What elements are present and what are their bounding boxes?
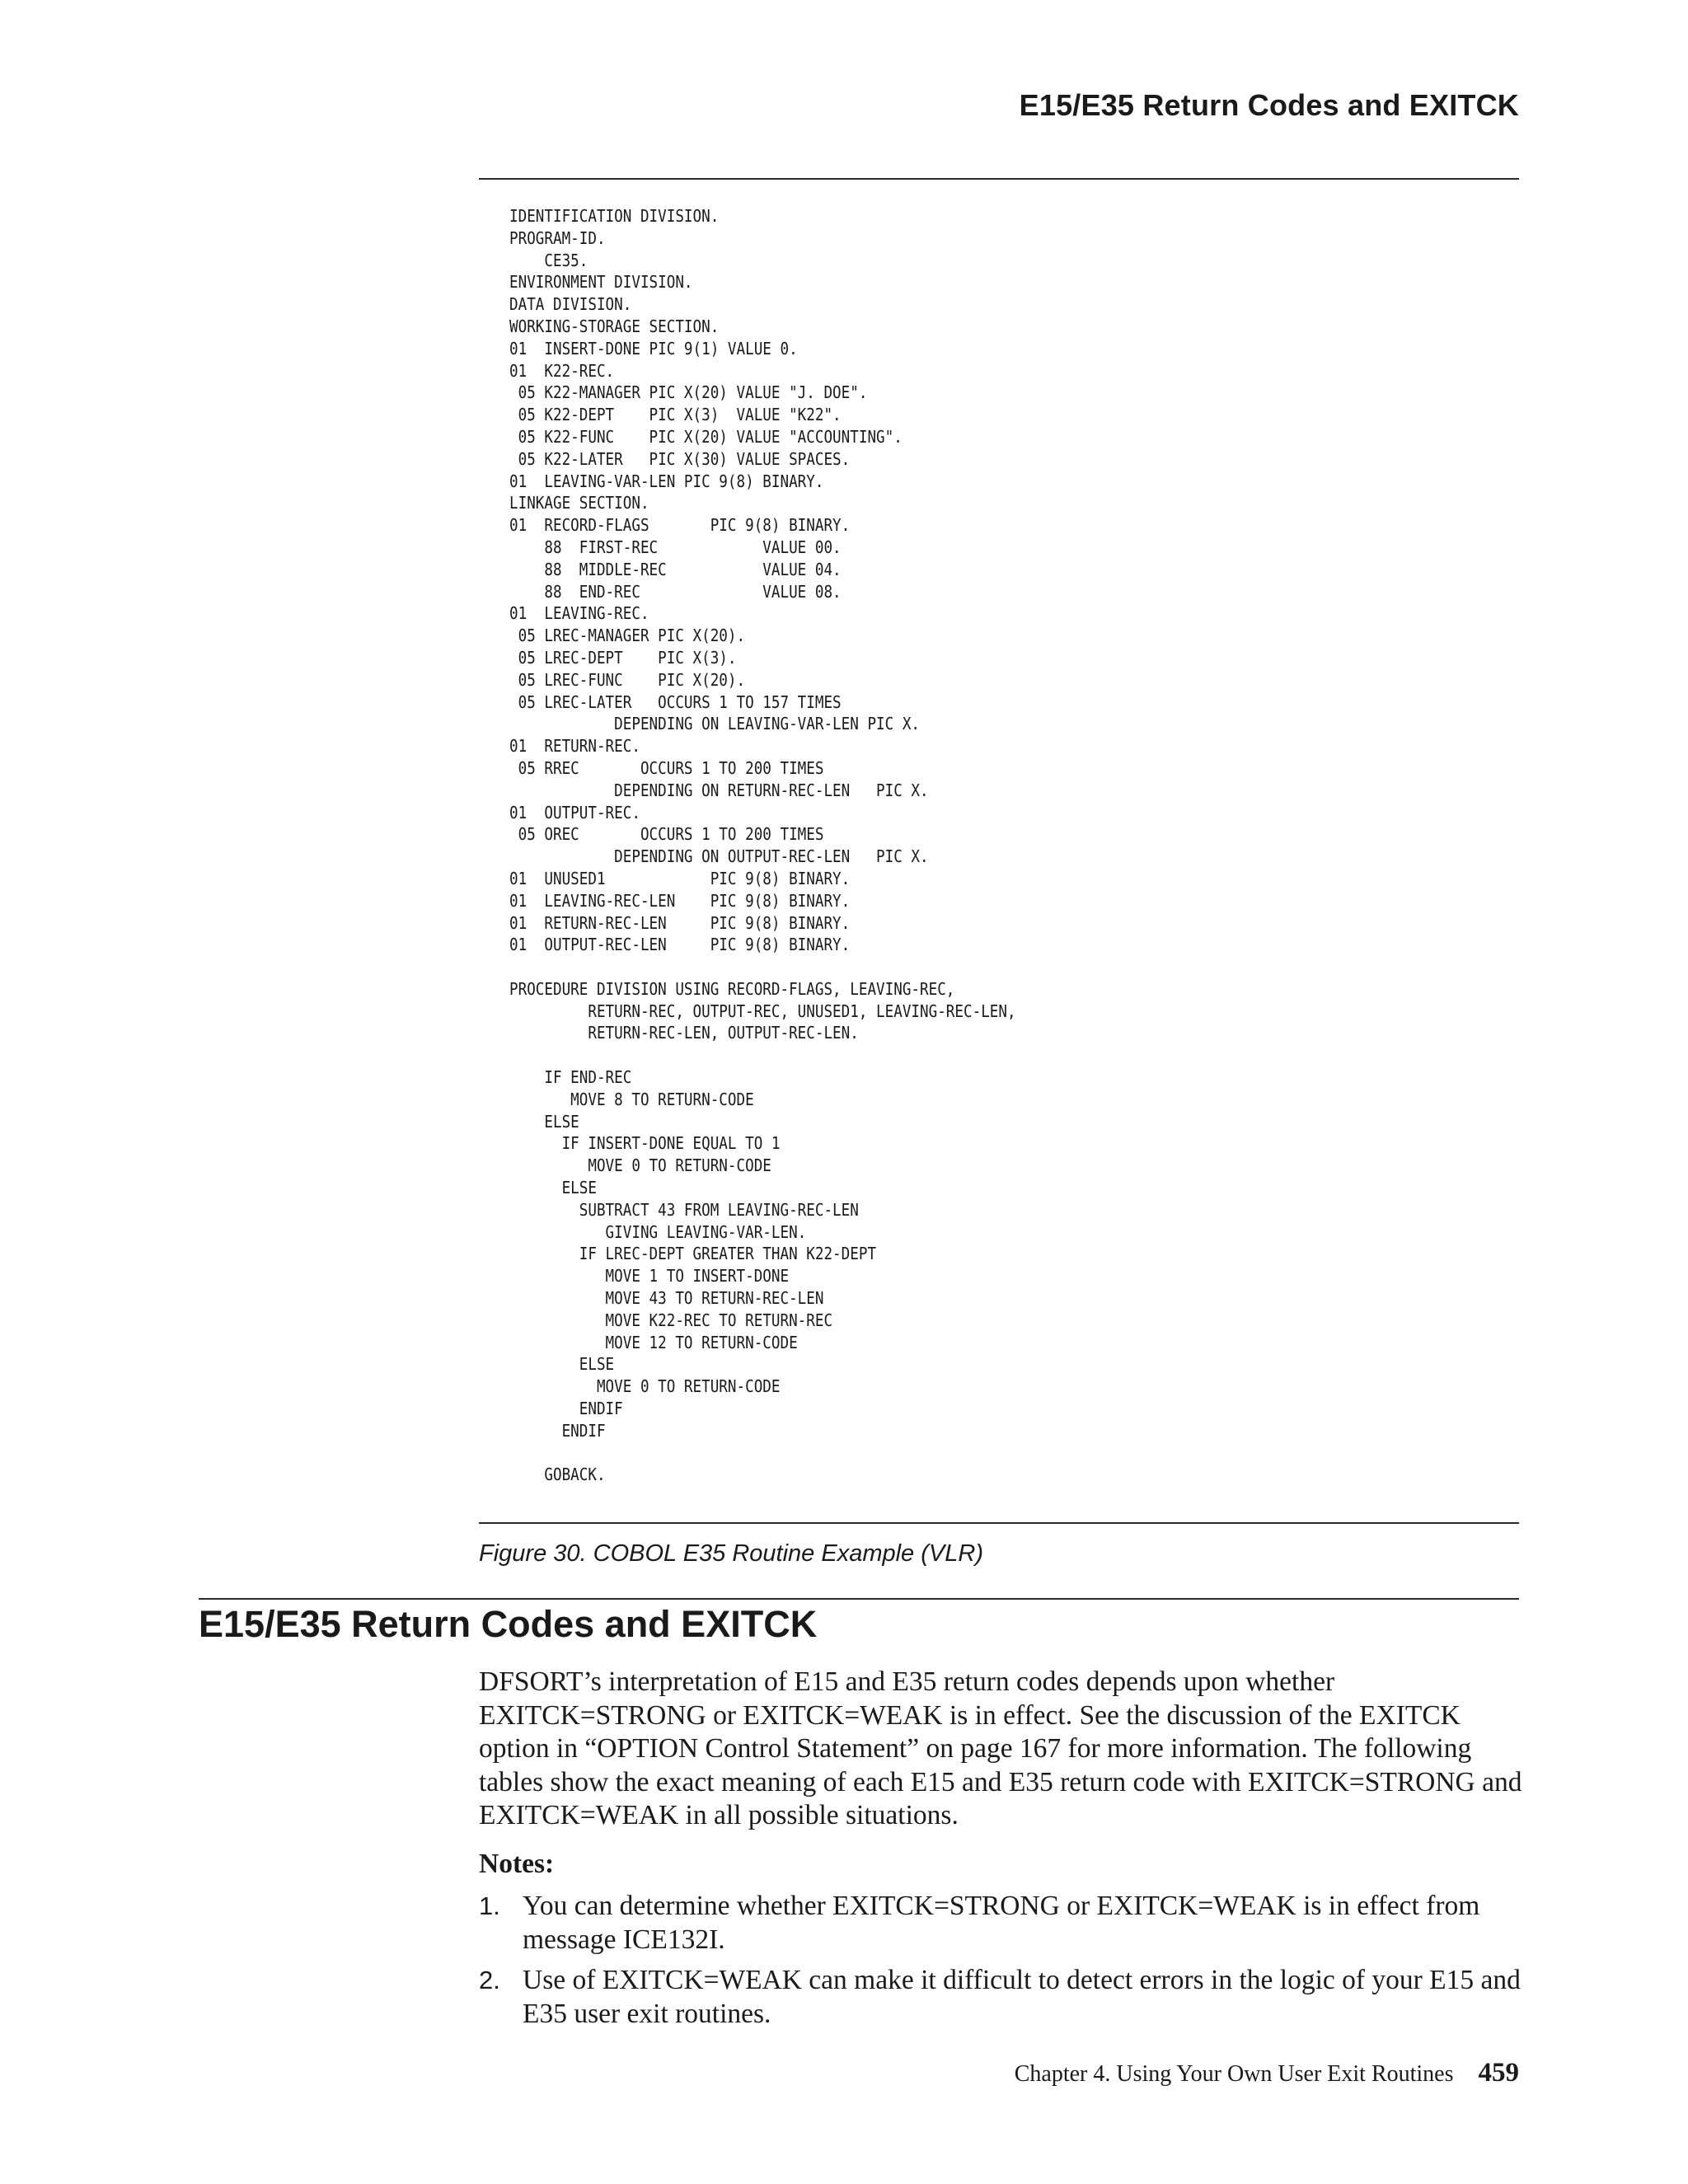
note-item (479, 1964, 1530, 2031)
figure-bottom-rule (479, 1522, 1519, 1524)
note-number: 2. (479, 1966, 500, 1994)
notes-label: Notes: (479, 1849, 555, 1879)
note-number: 1. (479, 1891, 500, 1920)
figure-top-rule (479, 178, 1519, 180)
notes-list (479, 1890, 1530, 2038)
note-text: You can determine whether EXITCK=STRONG or EXITCK=WEAK is in effect from message ICE132I. (523, 1891, 1480, 1955)
figure-caption: Figure 30. COBOL E35 Routine Example (VLR) (479, 1540, 983, 1567)
section-rule (199, 1598, 1519, 1600)
running-header: E15/E35 Return Codes and EXITCK (1019, 88, 1519, 122)
page-number: 459 (1478, 2058, 1519, 2088)
note-item (479, 1890, 1530, 1957)
section-title: E15/E35 Return Codes and EXITCK (199, 1603, 818, 1645)
footer-chapter: Chapter 4. Using Your Own User Exit Routines (1014, 2061, 1454, 2087)
cobol-code-listing: IDENTIFICATION DIVISION. PROGRAM-ID. CE35. ENVIRONMENT DIVISION. DATA DIVISION. WORKING-STORAGE SECTION. 01 INSERT-DONE PIC 9(1) VALUE 0. 01 K22-REC. 05 K22-MANAGER PIC X(20) VALUE "J. DOE". 05 K22-DEPT PIC X(3) VALUE "K22". 05 K22-FUNC PIC X(20) VALUE "ACCOUNTING". 05 K22-LATER PIC X(30) VALUE SPACES. 01 LEAVING-VAR-LEN PIC 9(8) BINARY. LINKAGE SECTION. 01 RECORD-FLAGS PIC 9(8) BINARY. 88 FIRST-REC VALUE 00. 88 MIDDLE-REC VALUE 04. 88 END-REC VALUE 08. 01 LEAVING-REC. 05 LREC-MANAGER PIC X(20). 05 LREC-DEPT PIC X(3). 05 LREC-FUNC PIC X(20). 05 LREC-LATER OCCURS 1 TO 157 TIMES DEPENDING ON LEAVING-VAR-LEN PIC X. 01 RETURN-REC. 05 RREC OCCURS 1 TO 200 TIMES DEPENDING ON RETURN-REC-LEN PIC X. 01 OUTPUT-REC. 05 OREC OCCURS 1 TO 200 TIMES DEPENDING ON OUTPUT-REC-LEN PIC X. 01 UNUSED1 PIC 9(8) BINARY. 01 LEAVING-REC-LEN PIC 9(8) BINARY. 01 RETURN-REC-LEN PIC 9(8) BINARY. 01 OUTPUT-REC-LEN PIC 9(8) BINARY. PROCEDURE DIVISION USING RECORD-FLAGS, LEAVING-REC, RETURN-REC, OUTPUT-REC, UNUSED1, LEAVING-REC-LEN, RETURN-REC-LEN, OUTPUT-REC-LEN. IF END-REC MOVE 8 TO RETURN-CODE ELSE IF INSERT-DONE EQUAL TO 1 MOVE 0 TO RETURN-CODE ELSE SUBTRACT 43 FROM LEAVING-REC-LEN GIVING LEAVING-VAR-LEN. IF LREC-DEPT GREATER THAN K22-DEPT MOVE 1 TO INSERT-DONE MOVE 43 TO RETURN-REC-LEN MOVE K22-REC TO RETURN-REC MOVE 12 TO RETURN-CODE ELSE MOVE 0 TO RETURN-CODE ENDIF ENDIF GOBACK. (509, 206, 1016, 1485)
body-paragraph: DFSORT’s interpretation of E15 and E35 return codes depends upon whether EXITCK=STRONG or EXITCK=WEAK is in effect. See the discussion of the EXITCK option in “OPTION Control Statement” on page 167 for more information. The following tables show the exact meaning of each E15 and E35 return code with EXITCK=STRONG and EXITCK=WEAK in all possible situations. (479, 1666, 1522, 1830)
page-footer (1015, 2058, 1519, 2088)
note-text: Use of EXITCK=WEAK can make it difficult to detect errors in the logic of your E15 and E35 user exit routines. (523, 1965, 1521, 2029)
